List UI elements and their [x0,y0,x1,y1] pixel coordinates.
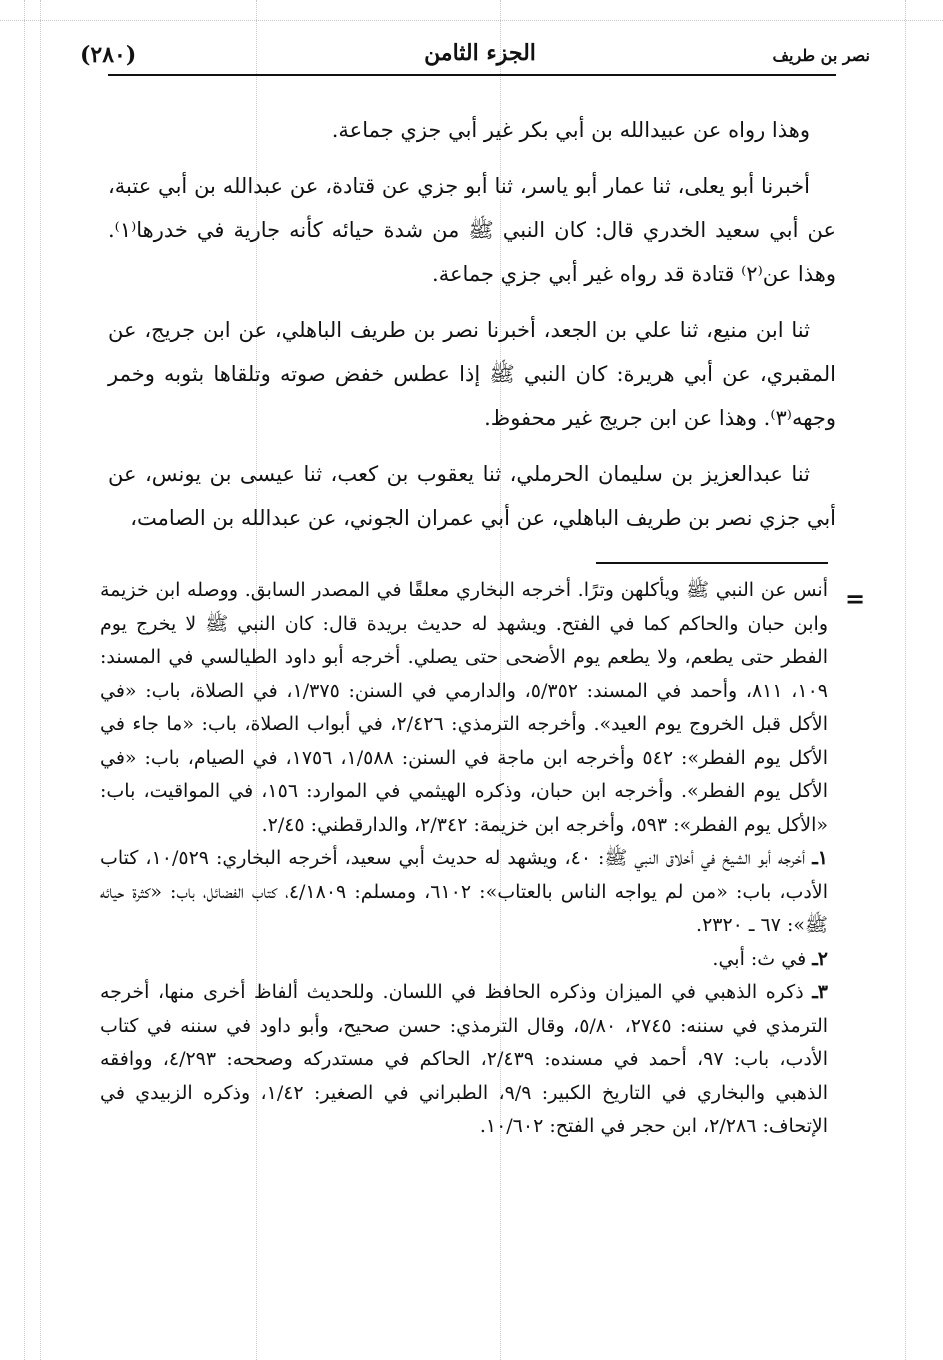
paragraph: وهذا رواه عن عبيدالله بن أبي بكر غير أبي جزي جماعة. [331,118,810,142]
scan-guide-line [0,20,943,21]
footnote-number: ٢ـ [812,947,828,970]
paragraph: ثنا عبدالعزيز بن سليمان الحرملي، ثنا يعقوب بن كعب، ثنا عيسى بن يونس، عن أبي جزي نصر بن طريف الباهلي، عن أبي عمران الجوني، عن عبدالله بن الصامت، [108,462,836,530]
header-rule [108,74,836,76]
scan-guide-line [24,0,25,1360]
footnote-item [100,943,842,977]
part-title: الجزء الثامن [424,40,536,66]
page-number: (٢٨٠) [80,42,137,68]
scan-guide-line [905,0,906,1360]
footnote-text: أخرجه أبو الشيخ في أخلاق النبي ﷺ: ٤٠، ويشهد له حديث أبي سعيد، أخرجه البخاري: ١٠/٥٢٩، كتاب الأدب، باب: «من لم يواجه الناس بالعتاب»: ٦١٠٢، ومسلم: ٤/١٨٠٩، كتاب الفضائل، باب: «كثرة حيائه ﷺ»: ٦٧ ـ ٢٣٢٠. [100,847,829,936]
running-head-name: نصر بن طريف [772,46,870,65]
footnote-number: ٣ـ [812,981,828,1003]
footnote-text: ذكره الذهبي في الميزان وذكره الحافظ في اللسان. وللحديث ألفاظ أخرى منها، أخرجه الترمذي في سننه: ٢٧٤٥، ٥/٨٠، وقال الترمذي: حسن صحيح، وأبو داود في سننه في كتاب الأدب، باب: ٩٧، أحمد في مسنده: ٢/٤٣٩، الحاكم في مستدركه وصححه: ٤/٢٩٣، ووافقه الذهبي والبخاري في التاريخ الكبير: ٩/٩، الطبراني في الصغير: ١/٤٢، وذكره الزبيدي في الإتحاف: ٢/٢٨٦، ابن حجر في الفتح: ١٠/٦٠٢. [100,981,829,1137]
continuation-mark: = [845,584,866,613]
footnote-number: ١ـ [812,847,828,869]
page-header [70,38,870,78]
footnote-continuation: أنس عن النبي ﷺ ويأكلهن وترًا. أخرجه البخاري معلقًا في المصدر السابق. ووصله ابن خزيمة وابن حبان والحاكم كما في الفتح. ويشهد له حديث بريدة قال: كان النبي ﷺ لا يخرج يوم الفطر حتى يطعم، ولا يطعم يوم الأضحى حتى يصلي. أخرجه أبو داود الطيالسي في المسند: ١٠٩، ٨١١، وأحمد في المسند: ٥/٣٥٢، والدارمي في السنن: ١/٣٧٥، في الصلاة، باب: «في الأكل قبل الخروج يوم العيد». وأخرجه الترمذي: ٢/٤٢٦، في أبواب الصلاة، باب: «ما جاء في الأكل يوم الفطر»: ٥٤٢ وأخرجه ابن ماجة في السنن: ١/٥٨٨، ١٧٥٦، في الصيام، باب: «في الأكل يوم الفطر». وأخرجه ابن حبان، وذكره الهيثمي في الموارد: ١٥٦، في المواقيت، باب: «الأكل يوم الفطر»: ٥٩٣، وأخرجه ابن خزيمة: ٢/٣٤٢، والدارقطني: ٢/٤٥. [100,579,829,836]
footnote-item [100,976,842,1144]
footnote-text: في ث: أبي. [712,947,807,970]
paragraph: أخبرنا أبو يعلى، ثنا عمار أبو ياسر، ثنا أبو جزي عن قتادة، عن عبدالله بن أبي عتبة، عن أبي سعيد الخدري قال: كان النبي ﷺ من شدة حيائه كأنه جارية في خدرها⁽١⁾. وهذا عن⁽٢⁾ قتادة قد رواه غير أبي جزي جماعة. [108,174,836,286]
paragraph: ثنا ابن منيع، ثنا علي بن الجعد، أخبرنا نصر بن طريف الباهلي، عن ابن جريج، عن المقبري، عن أبي هريرة: كان النبي ﷺ إذا عطس خفض صوته وتلقاها بثوبه وخمر وجهه⁽٣⁾. وهذا عن ابن جريج غير محفوظ. [108,318,836,430]
main-text [108,108,836,552]
scan-guide-line [40,0,41,1360]
footnotes [100,574,842,1144]
footnote-item [100,842,842,943]
footnote-separator [596,562,828,564]
